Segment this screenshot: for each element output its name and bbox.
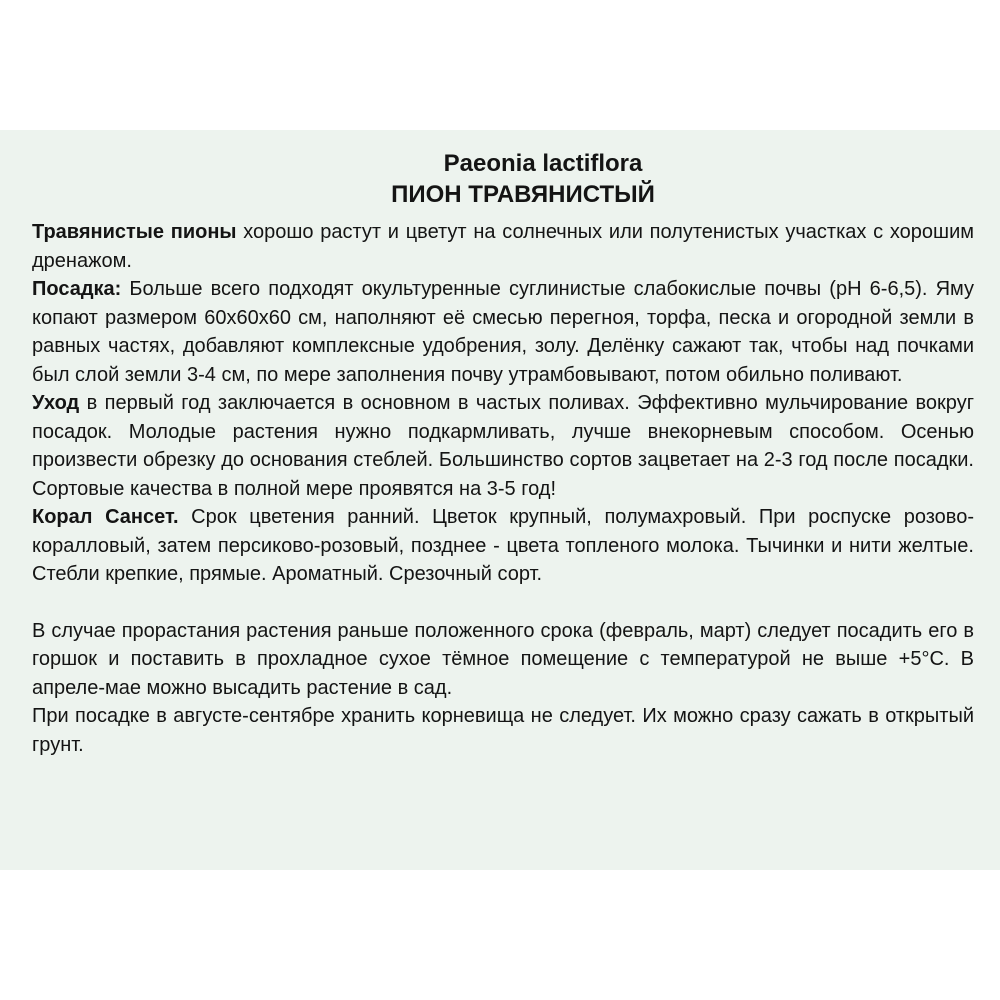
note-early-sprouting: В случае прорастания растения раньше положенного срока (февраль, март) следует посадить его в горшок и поставить в прохладное сухое тёмное помещение с температурой не выше +5°С. В апреле-мае можно высадить растение в сад. [32, 619, 974, 699]
section-lead: Травянистые пионы [32, 221, 237, 244]
section-text: хорошо растут и цветут на солнечных или полутенистых участках с хорошим дренажом. [32, 221, 974, 272]
description [32, 218, 974, 759]
title-russian: ПИОН ТРАВЯНИСТЫЙ [391, 181, 655, 209]
section-intro [32, 218, 974, 275]
section-text: Срок цветения ранний. Цветок крупный, полумахровый. При роспуске розово-коралловый, затем персиково-розовый, позднее - цвета топленого молока. Тычинки и нити желтые. Стебли крепкие, прямые. Ароматный. Срезочный сорт. [32, 506, 974, 586]
spacer [32, 589, 974, 617]
section-text: в первый год заключается в основном в частых поливах. Эффективно мульчирование вокруг посадок. Молодые растения нужно подкармливать, лучше внекорневым способом. Осенью произвести обрезку до основания стеблей. Большинство сортов зацветает на 2-3 год после посадки. Сортовые качества в полной мере проявятся на 3-5 год! [32, 392, 974, 500]
title-block [32, 148, 974, 210]
section-lead: Уход [32, 392, 80, 415]
section-planting [32, 275, 974, 389]
section-text: Больше всего подходят окультуренные суглинистые слабокислые почвы (pH 6-6,5). Яму копают размером 60х60х60 см, наполняют её смесью перегноя, торфа, песка и огородной земли в равных частях, добавляют комплексные удобрения, золу. Делёнку сажают так, чтобы над почками был слой земли 3-4 см, по мере заполнения почву утрамбовывают, потом обильно поливают. [32, 278, 974, 386]
section-care [32, 389, 974, 503]
info-card [0, 130, 1000, 870]
section-lead: Корал Сансет. [32, 506, 179, 529]
section-variety [32, 503, 974, 589]
section-lead: Посадка: [32, 278, 122, 301]
title-latin: Paeonia lactiflora [443, 150, 643, 177]
note-autumn-planting: При посадке в августе-сентябре хранить корневища не следует. Их можно сразу сажать в открытый грунт. [32, 705, 974, 756]
